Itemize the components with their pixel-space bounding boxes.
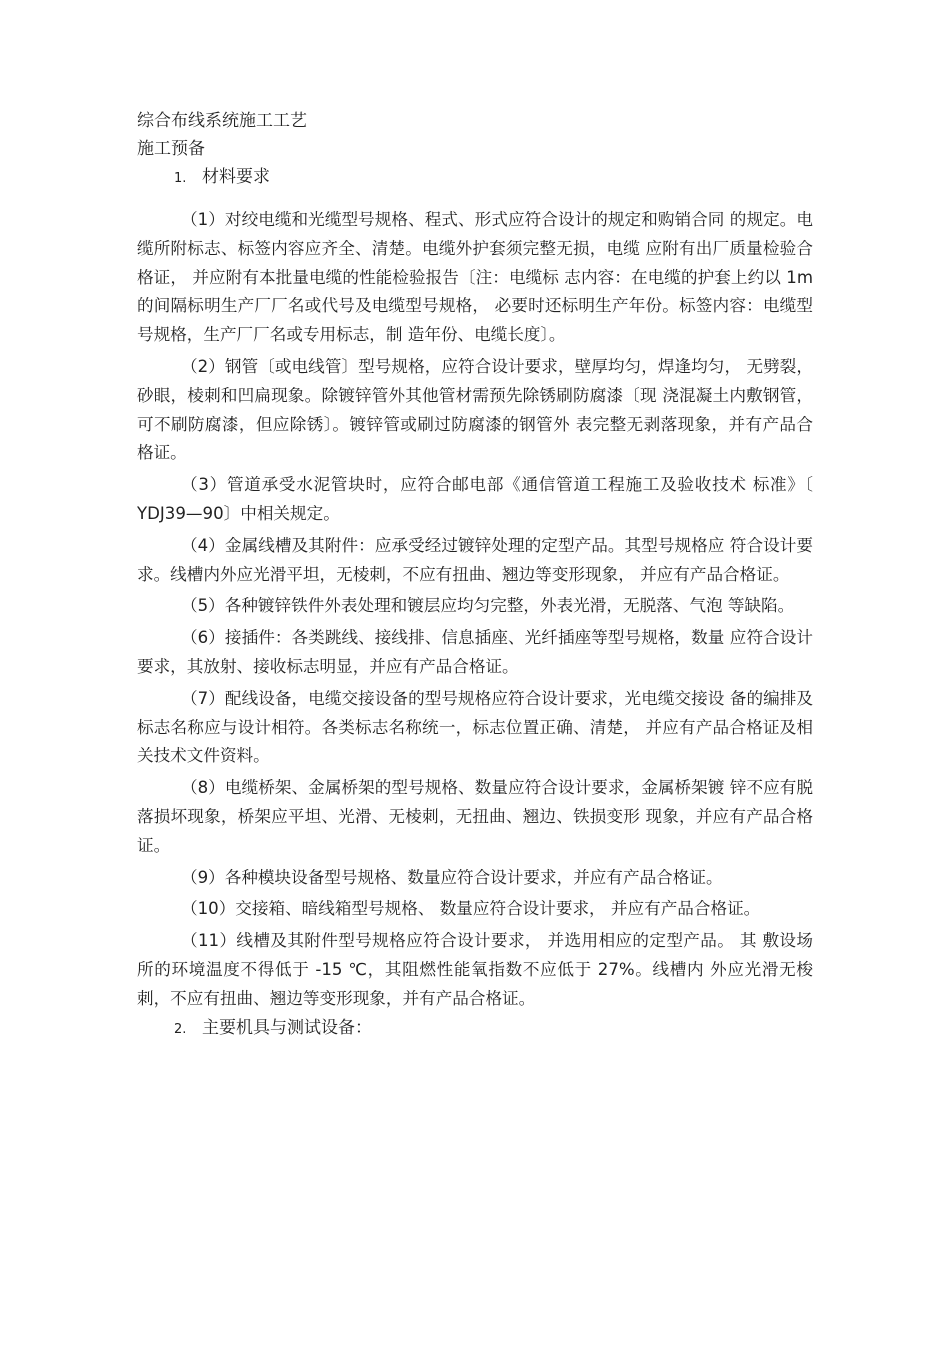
document-body — [137, 107, 813, 1042]
section-heading-2 — [174, 1014, 813, 1042]
paragraph-7: （7）配线设备，电缆交接设备的型号规格应符合设计要求，光电缆交接设 备的编排及标志名称应与设计相符。各类标志名称统一，标志位置正确、清楚， 并应有产品合格证及相关技术文件资料。 — [137, 688, 813, 766]
paragraph-10: （10）交接箱、暗线箱型号规格、 数量应符合设计要求， 并应有产品合格证。 — [181, 899, 761, 919]
paragraph-6: （6）接插件：各类跳线、接线排、信息插座、光纤插座等型号规格，数量 应符合设计要求，其放射、接收标志明显，并应有产品合格证。 — [137, 628, 813, 676]
paragraph-5: （5）各种镀锌铁件外表处理和镀层应均匀完整，外表光滑，无脱落、气泡 等缺陷。 — [181, 596, 795, 616]
section-label-1: 材料要求 — [202, 167, 270, 187]
paragraph-1: （1）对绞电缆和光缆型号规格、程式、形式应符合设计的规定和购销合同 的规定。电缆所附标志、标签内容应齐全、清楚。电缆外护套须完整无损，电缆 应附有出厂质量检验合格证， 并应附有本批量电缆的性能检验报告〔注：电缆标 志内容：在电缆的护套上约以 1m 的间隔标明生产厂厂名或代号及电缆型号规格， 必要时还标明生产年份。标签内容：电缆型号规格，生产厂厂名或专用标志，制 造年份、电缆长度〕。 — [137, 210, 813, 345]
document-subtitle: 施工预备 — [137, 139, 205, 159]
paragraph-8: （8）电缆桥架、金属桥架的型号规格、数量应符合设计要求，金属桥架镀 锌不应有脱落损坏现象，桥架应平坦、光滑、无棱刺，无扭曲、翘边、铁损变形 现象，并应有产品合格证。 — [137, 778, 813, 855]
paragraph-2: （2）钢管〔或电线管〕型号规格，应符合设计要求，壁厚均匀，焊逢均匀， 无劈裂，砂眼，棱刺和凹扁现象。除镀锌管外其他管材需预先除锈刷防腐漆〔现 浇混凝土内敷钢管，可不刷防腐漆，但应除锈〕。镀锌管或刷过防腐漆的钢管外 表完整无剥落现象，并有产品合格证。 — [137, 356, 813, 463]
paragraph-4: （4）金属线槽及其附件：应承受经过镀锌处理的定型产品。其型号规格应 符合设计要求。线槽内外应光滑平坦，无棱刺，不应有扭曲、翘边等变形现象， 并应有产品合格证。 — [137, 535, 813, 584]
paragraph-3: （3）管道承受水泥管块时，应符合邮电部《通信管道工程施工及验收技术 标准》〔 YDJ39—90〕中相关规定。 — [137, 475, 813, 523]
section-number-2: 2. — [174, 1021, 187, 1037]
section-label-2: 主要机具与测试设备： — [202, 1017, 372, 1038]
section-heading-1 — [174, 163, 813, 191]
document-title: 综合布线系统施工工艺 — [137, 111, 307, 131]
paragraph-11: （11）线槽及其附件型号规格应符合设计要求， 并选用相应的定型产品。 其 敷设场所的环境温度不得低于 -15 ℃，其阻燃性能氧指数不应低于 27%。线槽内 外应光滑无梭刺，不应有扭曲、翘边等变形现象，并有产品合格证。 — [137, 931, 813, 1008]
section-number-1: 1. — [174, 171, 187, 186]
paragraph-9: （9）各种模块设备型号规格、数量应符合设计要求，并应有产品合格证。 — [181, 867, 723, 887]
